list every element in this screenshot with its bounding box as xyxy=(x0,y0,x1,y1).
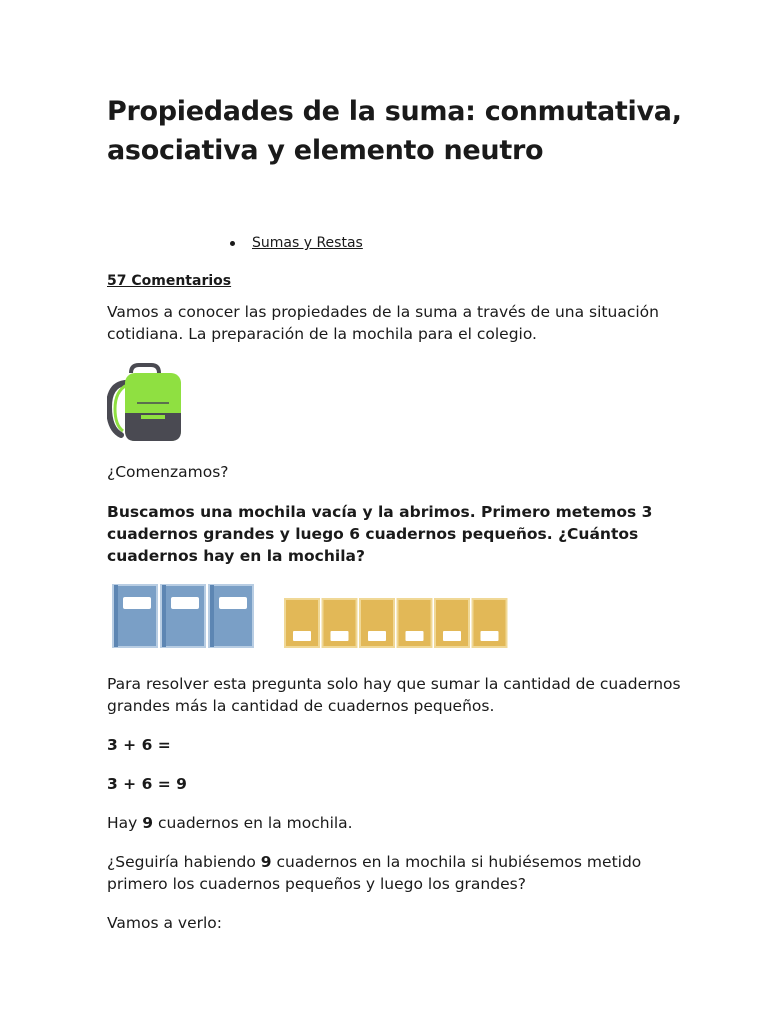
small-notebook-icon xyxy=(473,599,507,647)
category-link-sumas-y-restas[interactable]: Sumas y Restas xyxy=(252,235,363,251)
result-prefix: Hay xyxy=(107,814,143,832)
intro-paragraph: Vamos a conocer las propiedades de la suma a través de una situación cotidiana. La preparación de la mochila para el colegio. xyxy=(107,303,659,343)
backpack-icon xyxy=(107,363,183,443)
comments-link[interactable]: 57 Comentarios xyxy=(107,273,232,289)
commutative-suffix: cuadernos en la mochila si hubiésemos metido primero los cuadernos pequeños y luego los grandes? xyxy=(107,853,642,893)
start-paragraph: ¿Comenzamos? xyxy=(107,463,229,481)
result-number: 9 xyxy=(142,814,154,832)
big-notebook-icon xyxy=(113,585,157,647)
result-paragraph xyxy=(107,812,687,834)
notebooks-illustration xyxy=(107,583,517,653)
category-list xyxy=(107,233,687,253)
article xyxy=(107,92,687,934)
commutative-question-paragraph xyxy=(107,851,687,895)
comments-count xyxy=(107,271,687,291)
article-title: Propiedades de la suma: conmutativa, asociativa y elemento neutro xyxy=(107,96,682,166)
solve-paragraph: Para resolver esta pregunta solo hay que sumar la cantidad de cuadernos grandes más la cantidad de cuadernos pequeños. xyxy=(107,675,681,715)
small-notebook-icon xyxy=(323,599,357,647)
commutative-number: 9 xyxy=(260,853,272,871)
small-notebook-icon xyxy=(285,599,319,647)
equation-incomplete: 3 + 6 = xyxy=(107,736,171,754)
big-notebook-icon xyxy=(209,585,253,647)
small-notebook-icon xyxy=(360,599,394,647)
equation-complete: 3 + 6 = 9 xyxy=(107,775,187,793)
result-suffix: cuadernos en la mochila. xyxy=(153,814,353,832)
small-notebook-icon xyxy=(398,599,432,647)
commutative-prefix: ¿Seguiría habiendo xyxy=(107,853,261,871)
lets-see-paragraph: Vamos a verlo: xyxy=(107,914,223,932)
big-notebook-icon xyxy=(161,585,205,647)
question-paragraph: Buscamos una mochila vacía y la abrimos. Primero metemos 3 cuadernos grandes y luego 6 cuadernos pequeños. ¿Cuántos cuadernos hay en la mochila? xyxy=(107,503,653,565)
category-item xyxy=(252,233,687,253)
small-notebook-icon xyxy=(435,599,469,647)
